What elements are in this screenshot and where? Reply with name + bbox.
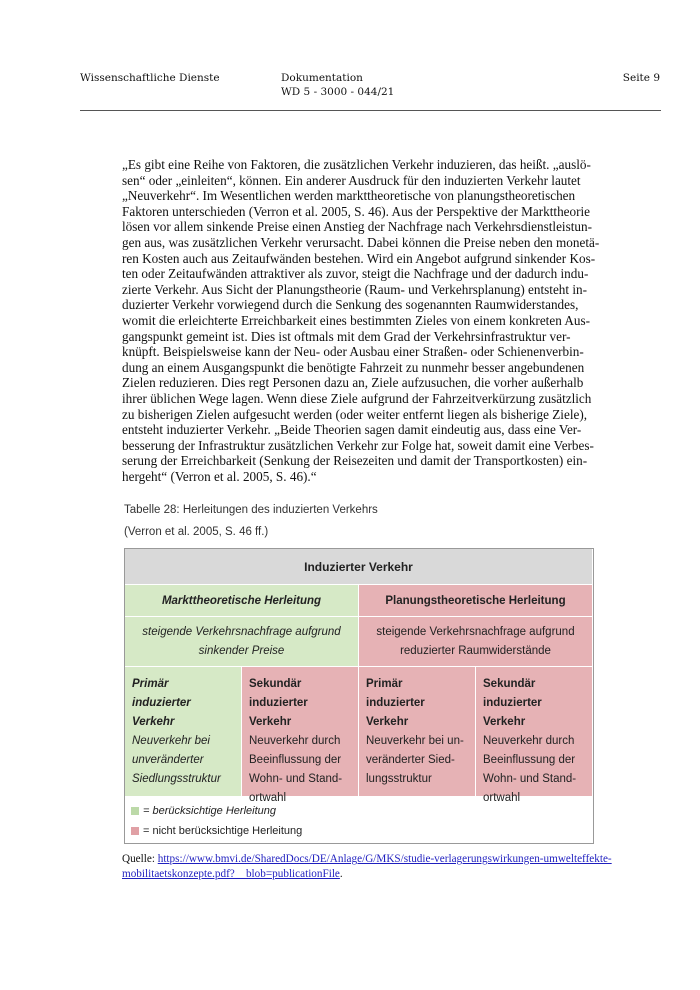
body-line: dung an einem Ausgangspunkt die benötigte Fahrzeit zu nunmehr besser angebundenen bbox=[122, 359, 585, 375]
market-secondary-cell bbox=[242, 667, 359, 804]
planning-theory-head-cell bbox=[359, 585, 593, 617]
table-caption: Tabelle 28: Herleitungen des induzierten Verkehrs bbox=[124, 504, 378, 516]
body-line: besserung der Infrastruktur zusätzlichen Verkehr zur Folge hat, soweit damit eine Verbes- bbox=[122, 437, 594, 453]
planning-theory-desc-cell bbox=[359, 617, 593, 667]
body-line: ten oder Zeitaufwänden attraktiver als zuvor, steigt die Nachfrage und der dadurch indu- bbox=[122, 266, 589, 282]
planning-theory-desc-line: steigende Verkehrsnachfrage aufgrund bbox=[376, 625, 575, 638]
body-line: „Neuverkehr“. Im Wesentlichen werden markttheoretische von planungstheoretischen bbox=[122, 188, 576, 204]
header-doc-type: Dokumentation bbox=[281, 72, 363, 84]
sub-heading: induzierter Verkehr bbox=[249, 697, 308, 728]
header-department: Wissenschaftliche Dienste bbox=[80, 72, 220, 84]
header-doc-number: WD 5 - 3000 - 044/21 bbox=[281, 86, 395, 98]
sub-text: ortwahl bbox=[483, 792, 521, 804]
sub-heading: Primär bbox=[366, 678, 403, 690]
sub-heading: Primär bbox=[132, 678, 169, 690]
sub-text: Neuverkehr bei un- bbox=[366, 735, 464, 747]
sub-text: Neuverkehr durch bbox=[249, 735, 341, 747]
market-theory-desc-line: steigende Verkehrsnachfrage aufgrund bbox=[142, 625, 341, 638]
sub-heading: Sekundär bbox=[483, 678, 536, 690]
body-line: gen aus, was zusätzlichen Verkehr verursacht. Dabei können die Preise neben den monetä- bbox=[122, 234, 600, 250]
planning-secondary-cell bbox=[476, 667, 593, 804]
legend-green-swatch bbox=[131, 807, 139, 815]
body-line: gangspunkt gemeint ist. Dies ist oftmals mit dem Grad der Verkehrsinfrastruktur ver- bbox=[122, 328, 571, 344]
body-line: zu bisherigen Zielen aufgesucht werden (oder weiter entfernt liegen als bisherige Ziele), bbox=[122, 406, 588, 422]
legend-green-label: = berücksichtige Herleitung bbox=[143, 805, 276, 817]
body-line: entsteht induzierter Verkehr. „Beide Theorien sagen damit eindeutig aus, dass eine Ver- bbox=[122, 422, 582, 438]
body-line: Zielen reduzieren. Dies regt Personen dazu an, Ziele aufzusuchen, die vorher außerhalb bbox=[122, 375, 584, 391]
source-note bbox=[122, 852, 662, 882]
sub-text: Neuverkehr bei bbox=[132, 735, 210, 747]
sub-heading: induzierter Verkehr bbox=[483, 697, 542, 728]
planning-primary-cell bbox=[359, 667, 476, 797]
sub-text: Neuverkehr durch bbox=[483, 735, 575, 747]
sub-text: lungsstruktur bbox=[366, 773, 432, 785]
sub-text: Wohn- und Stand- bbox=[483, 773, 577, 785]
legend-red-swatch bbox=[131, 827, 139, 835]
body-line: knüpft. Beispielsweise kann der Neu- oder Ausbau einer Straßen- oder Schienenverbin- bbox=[122, 344, 584, 360]
body-line: zierte Verkehr. Aus Sicht der Planungstheorie (Raum- und Verkehrsplanung) entsteht in- bbox=[122, 281, 587, 297]
source-link[interactable]: https://www.bmvi.de/SharedDocs/DE/Anlage/G/MKS/studie-verlagerungswirkungen-umwelteffekte- bbox=[157, 853, 612, 865]
body-line: sen“ oder „einleiten“, können. Ein anderer Ausdruck für den induzierten Verkehr lautet bbox=[122, 172, 581, 188]
body-line: hergeht“ (Verron et al. 2005, S. 46).“ bbox=[122, 468, 317, 484]
body-paragraph bbox=[122, 157, 652, 484]
sub-heading: induzierter Verkehr bbox=[132, 697, 191, 728]
body-line: ihrer üblichen Wege lagen. Wenn diese Ziele aufgrund der Fahrzeitverkürzung zusätzlich bbox=[122, 390, 592, 406]
sub-text: Beeinflussung der bbox=[483, 754, 576, 766]
sub-heading: induzierter Verkehr bbox=[366, 697, 425, 728]
market-theory-desc-line: sinkender Preise bbox=[198, 644, 285, 657]
planning-theory-desc-line: reduzierter Raumwiderstände bbox=[400, 644, 551, 657]
table-title: Induzierter Verkehr bbox=[304, 559, 413, 574]
sub-text: Beeinflussung der bbox=[249, 754, 342, 766]
sub-text: veränderter Sied- bbox=[366, 754, 455, 766]
sub-text: ortwahl bbox=[249, 792, 287, 804]
table-title-cell bbox=[125, 549, 593, 585]
body-line: womit die erleichterte Erreichbarkeit eines bestimmten Zieles von einem konkreten Aus- bbox=[122, 312, 590, 328]
body-line: ren Kosten auch aus Zeitaufwänden bestehen. Wird ein Angebot aufgrund sinkender Kos- bbox=[122, 250, 596, 266]
market-theory-head-cell bbox=[125, 585, 359, 617]
header-page-number: Seite 9 bbox=[622, 72, 660, 84]
body-line: duzierter Verkehr vorwiegend durch die Senkung des sogenannten Raumwiderstandes, bbox=[122, 297, 579, 313]
induced-traffic-table bbox=[124, 548, 594, 844]
body-line: Faktoren unterschieden (Verron et al. 2005, S. 46). Aus der Perspektive der Markttheorie bbox=[122, 203, 591, 219]
source-label: Quelle: bbox=[122, 853, 155, 865]
legend-green bbox=[131, 805, 276, 817]
body-line: serung der Erreichbarkeit (Senkung der Reisezeiten und damit der Transportkosten) ein- bbox=[122, 453, 588, 469]
sub-text: unveränderter bbox=[132, 754, 204, 766]
planning-theory-heading: Planungstheoretische Herleitung bbox=[385, 594, 566, 607]
header-document-info bbox=[281, 71, 394, 99]
market-theory-desc-cell bbox=[125, 617, 359, 667]
table-caption-citation: (Verron et al. 2005, S. 46 ff.) bbox=[124, 526, 269, 538]
sub-text: Wohn- und Stand- bbox=[249, 773, 343, 785]
market-primary-cell bbox=[125, 667, 242, 797]
source-link-continued[interactable]: mobilitaetskonzepte.pdf?__blob=publicationFile bbox=[122, 868, 340, 880]
source-end: . bbox=[339, 868, 343, 880]
legend-red bbox=[131, 825, 302, 837]
legend-red-label: = nicht berücksichtige Herleitung bbox=[143, 825, 303, 837]
sub-text: Siedlungsstruktur bbox=[132, 773, 221, 785]
market-theory-heading: Markttheoretische Herleitung bbox=[161, 594, 322, 607]
body-line: lösen vor allem sinkende Preise einen Anstieg der Nachfrage nach Verkehrsdienstleistun- bbox=[122, 219, 592, 235]
body-line: „Es gibt eine Reihe von Faktoren, die zusätzlichen Verkehr induzieren, das heißt. „auslö- bbox=[122, 157, 591, 172]
sub-heading: Sekundär bbox=[249, 678, 302, 690]
header-divider bbox=[80, 110, 661, 111]
